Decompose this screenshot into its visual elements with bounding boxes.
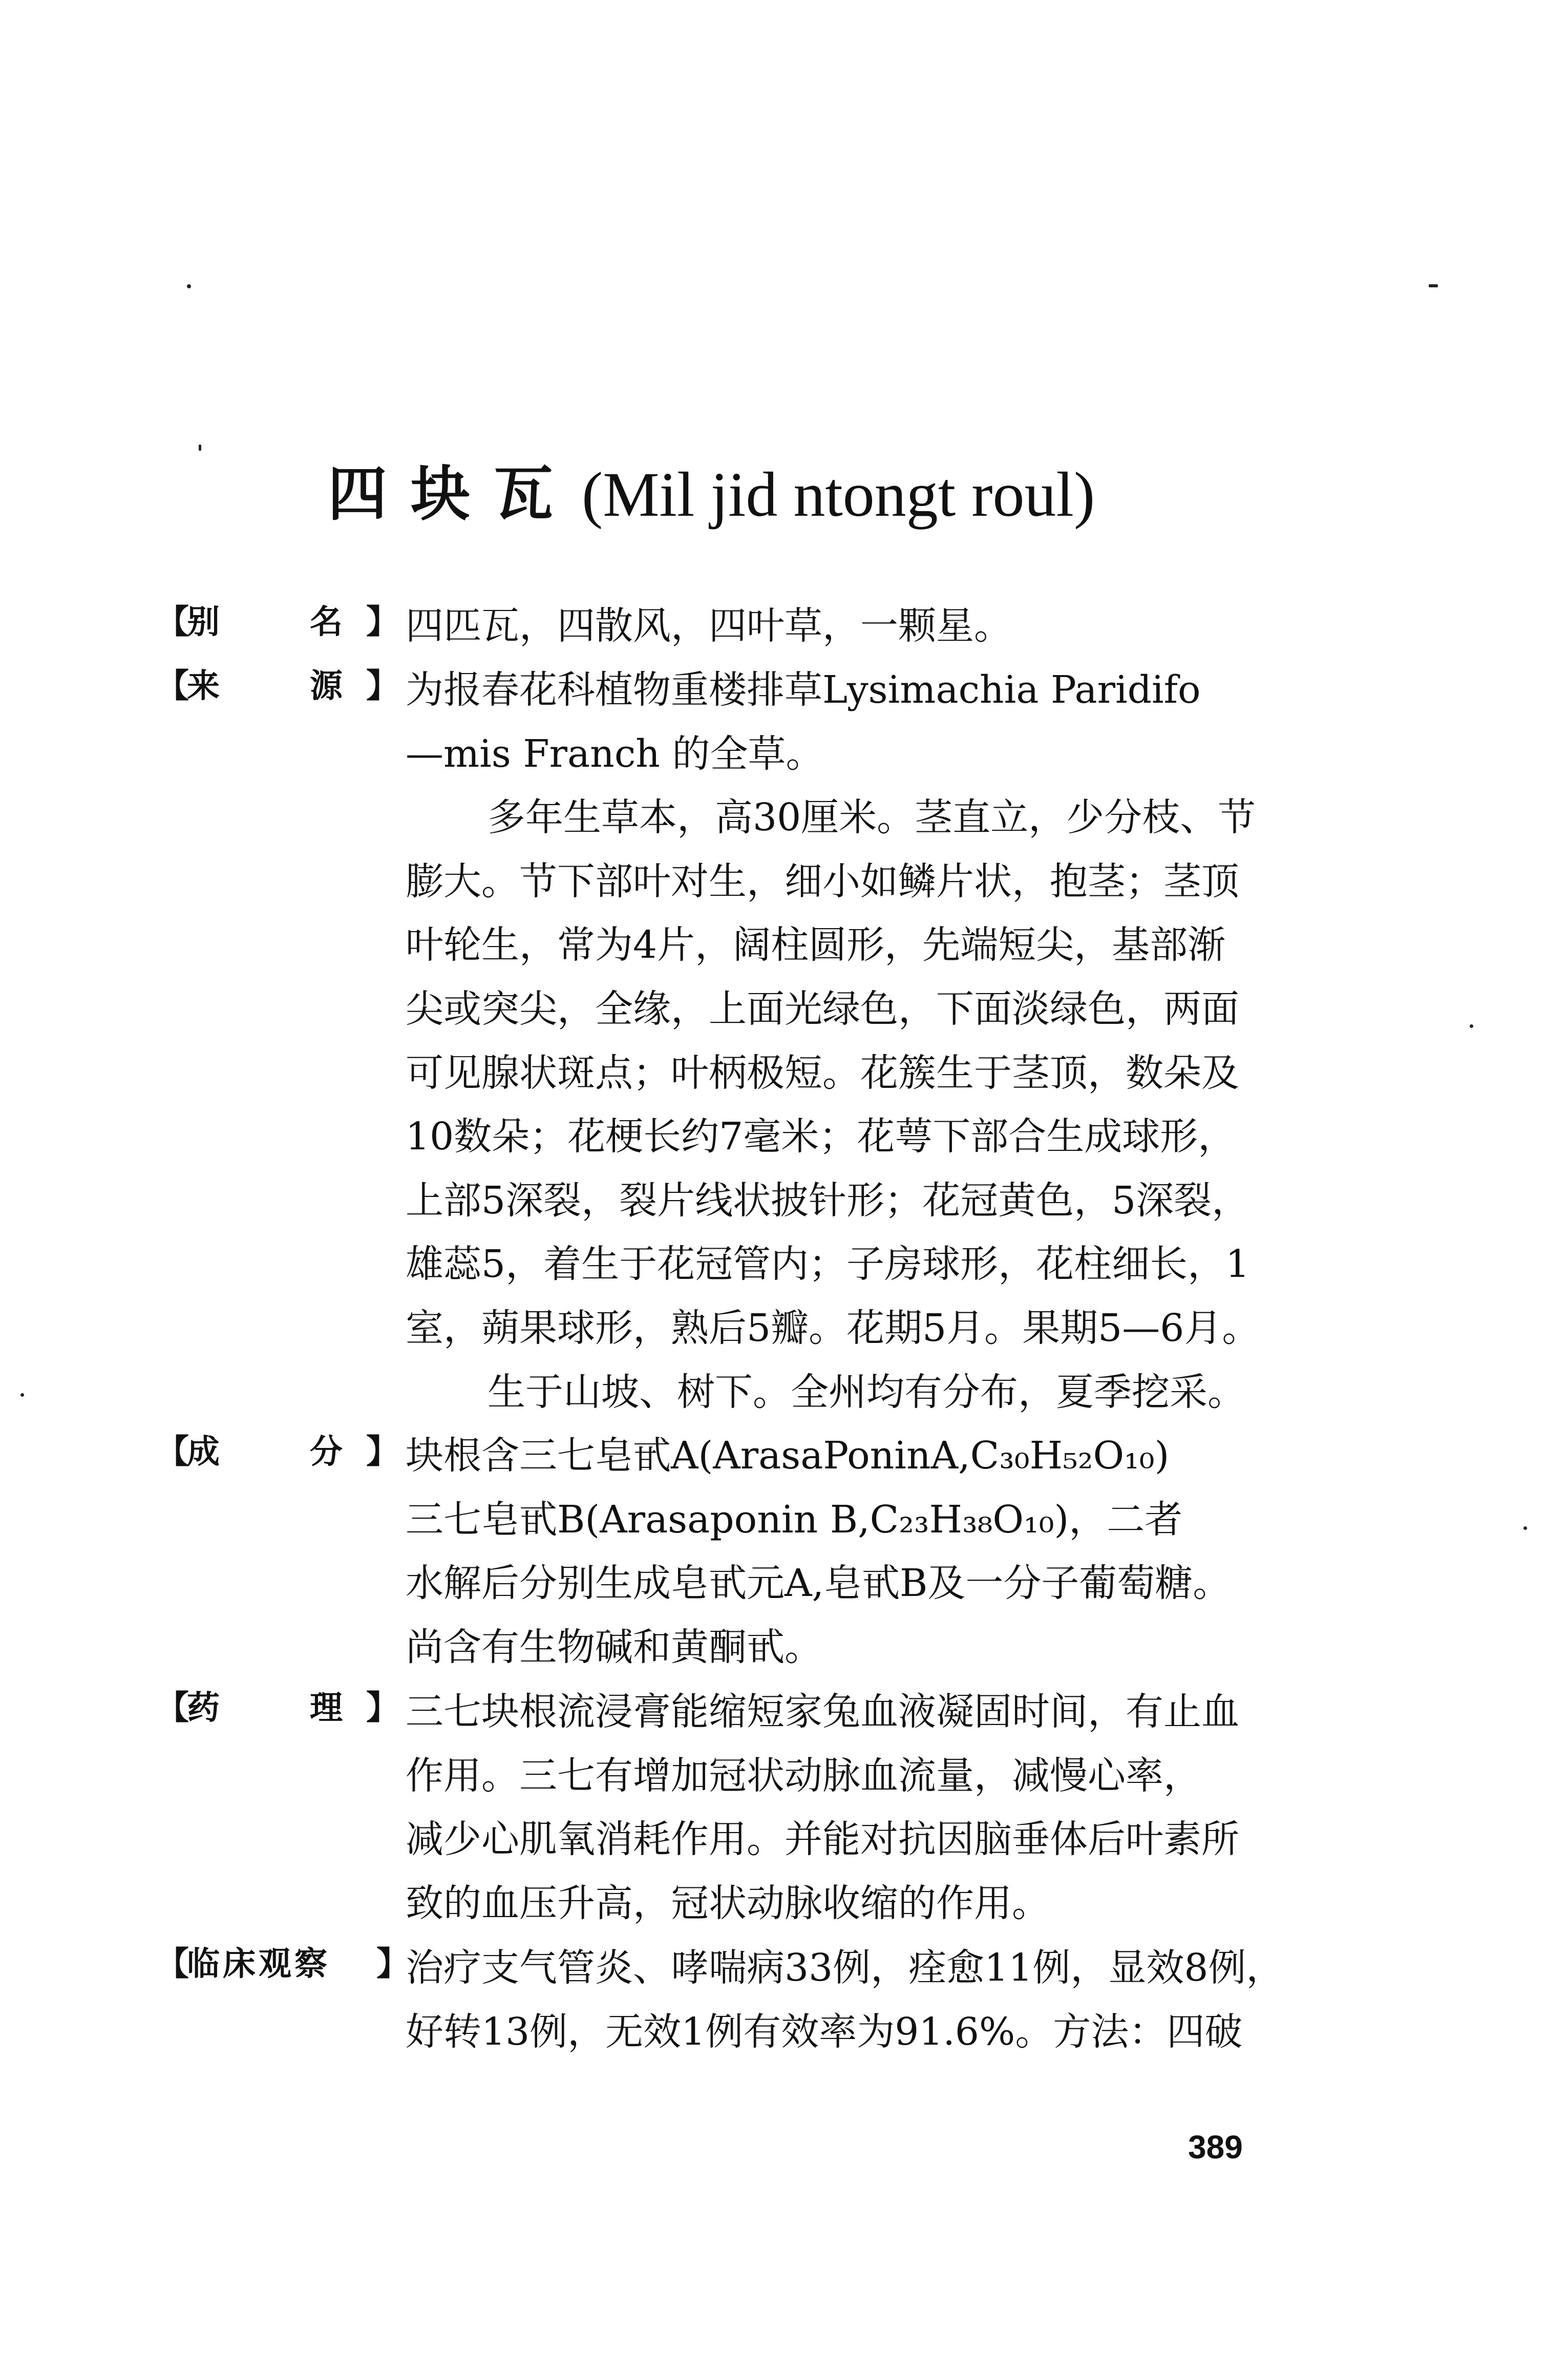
section-text [406,658,1368,1424]
section-text [406,1424,1368,1679]
text-line: 水解后分别生成皂甙元A,皂甙B及一分子葡萄糖。 [406,1561,1231,1606]
section-text [406,1680,1368,1935]
text-line: 为报春花科植物重楼排草Lysimachia Paridifo [406,668,1201,712]
section-label: 【 成 分 】 [156,1433,399,1471]
text-line: —mis Franch 的全草。 [406,731,824,776]
text-line: 治疗支气管炎、哮喘病33例，痊愈11例，显效8例， [406,1946,1284,1990]
section-label: 【 别 名 】 [156,603,399,641]
text-line: 尚含有生物碱和黄酮甙。 [406,1625,822,1669]
text-line: 可见腺状斑点；叶柄极短。花簇生于茎顶，数朵及 [406,1050,1239,1095]
text-line: 尖或突尖，全缘，上面光绿色，下面淡绿色，两面 [406,986,1239,1031]
scan-speck [1470,1024,1473,1028]
page-number: 389 [1188,2129,1243,2166]
text-line: 三七皂甙B(Arasaponin B,C₂₃H₃₈O₁₀)，二者 [406,1497,1183,1542]
section-label: 【 药 理 】 [156,1689,399,1727]
entry-title [328,451,1301,538]
text-line: 多年生草本，高30厘米。茎直立，少分枝、节 [488,795,1256,840]
text-line: 雄蕊5，着生于花冠管内；子房球形，花柱细长，1 [406,1242,1250,1287]
section-label: 【 临床观察 】 [156,1945,409,1983]
text-line: 生于山坡、树下。全州均有分布，夏季挖采。 [488,1370,1245,1414]
text-line: 好转13例，无效1例有效率为91.6%。方法：四破 [406,2009,1243,2054]
scan-speck [20,1393,24,1397]
scan-speck [1523,1526,1527,1530]
text-line: 作用。三七有增加冠状动脉血流量，减慢心率， [406,1753,1201,1798]
section-label: 【 来 源 】 [156,667,399,705]
text-line: 减少心肌氧消耗作用。并能对抗因脑垂体后叶素所 [406,1817,1239,1862]
text-line: 叶轮生，常为4片，阔柱圆形，先端短尖，基部渐 [406,923,1226,968]
title-latin: (Mil jid ntongt roul) [582,459,1095,530]
scan-speck [187,284,191,288]
text-line: 10数朵；花梗长约7毫米；花萼下部合生成球形， [406,1115,1236,1159]
text-line: 致的血压升高，冠状动脉收缩的作用。 [406,1881,1050,1925]
text-line: 四匹瓦，四散风，四叶草，一颗星。 [406,604,1012,648]
text-line: 三七块根流浸膏能缩短家兔血液凝固时间，有止血 [406,1690,1239,1734]
section-text [406,594,1368,658]
text-line: 室，蒴果球形，熟后5瓣。花期5月。果期5—6月。 [406,1306,1260,1350]
title-chinese: 四块瓦 [328,459,577,529]
text-line: 块根含三七皂甙A(ArasaPoninA,C₃₀H₅₂O₁₀) [406,1434,1170,1478]
scan-speck [199,445,201,451]
section-text [406,1936,1368,2064]
text-line: 膨大。节下部叶对生，细小如鳞片状，抱茎；茎顶 [406,859,1239,903]
scan-speck [1429,284,1438,287]
text-line: 上部5深裂，裂片线状披针形；花冠黄色，5深裂， [406,1178,1250,1223]
